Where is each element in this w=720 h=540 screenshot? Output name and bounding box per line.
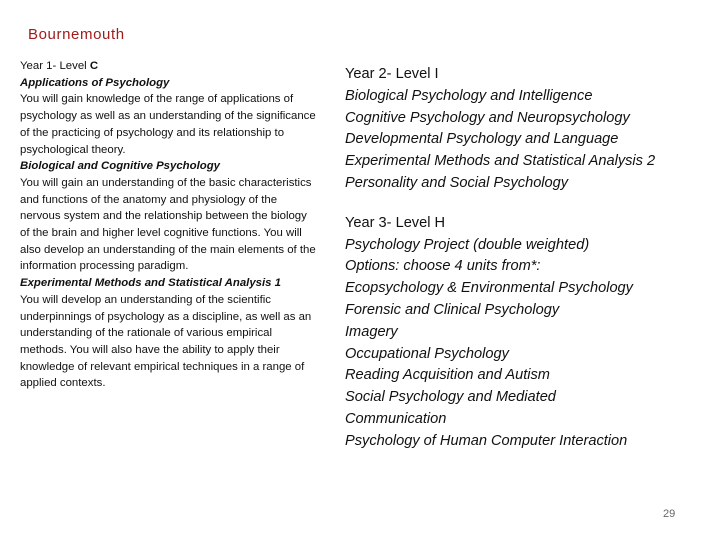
module-description: You will develop an understanding of the scientific underpinnings of psychology as a discipline, as well as an understanding of the rationale of various empirical methods. You will also have the ability to apply their knowledge of relevant empirical techniques in a range of applied contexts. (20, 293, 312, 390)
list-item: Developmental Psychology and Language (345, 131, 619, 148)
list-item: Personality and Social Psychology (345, 174, 569, 191)
list-item: Ecopsychology & Environmental Psychology (345, 280, 633, 297)
year-3-section (345, 213, 705, 453)
list-item: Experimental Methods and Statistical Analysis 2 (345, 153, 656, 170)
list-item: Psychology of Human Computer Interaction (345, 432, 628, 449)
module-description: You will gain an understanding of the basic characteristics and functions of the anatomy and physiology of the nervous system and the relationship between the biology of the brain and higher level cognitive functions. You will also develop an understanding of the main elements of the information processing paradigm. (20, 176, 316, 273)
module-title: Experimental Methods and Statistical Analysis 1 (20, 277, 282, 290)
year-1-column (20, 58, 316, 392)
list-item: Biological Psychology and Intelligence (345, 87, 593, 104)
module-title: Biological and Cognitive Psychology (20, 160, 220, 173)
year-1-heading-level: C (89, 60, 99, 72)
year-3-heading: Year 3- Level H (345, 214, 446, 231)
year-2-section (345, 64, 705, 195)
list-item: Forensic and Clinical Psychology (345, 301, 560, 318)
year-2-heading: Year 2- Level I (345, 66, 439, 82)
page-number: 29 (663, 508, 676, 520)
list-item: Cognitive Psychology and Neuropsychology (345, 109, 630, 126)
list-item: Options: choose 4 units from*: (345, 258, 541, 275)
module-title: Applications of Psychology (20, 76, 170, 89)
list-item: Imagery (345, 323, 398, 340)
years-2-3-column (345, 64, 705, 471)
brand-logo: Bournemouth (28, 26, 125, 43)
list-item: Reading Acquisition and Autism (345, 367, 550, 384)
module-description: You will gain knowledge of the range of applications of psychology as well as an understanding of the significance of the practicing of psychology and its relationship to psychological theory. (20, 93, 316, 156)
list-item: Psychology Project (double weighted) (345, 236, 590, 253)
list-item: Occupational Psychology (345, 345, 509, 362)
year-1-heading-prefix: Year 1- Level (20, 60, 90, 72)
year-1-heading (20, 58, 316, 75)
list-item: Social Psychology and Mediated Communication (345, 389, 556, 427)
